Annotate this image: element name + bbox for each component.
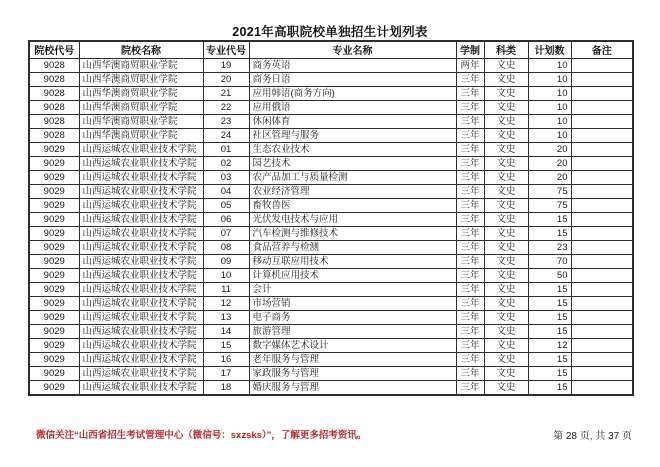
cell-major-name: 汽车检测与维修技术 <box>249 226 456 240</box>
cell-duration: 三年 <box>456 128 484 142</box>
page-indicator: 第 28 页, 共 37 页 <box>553 431 632 442</box>
cell-remark <box>571 380 633 395</box>
table-row <box>29 86 633 100</box>
cell-major-code: 03 <box>203 170 249 184</box>
table-header <box>29 41 633 58</box>
cell-category: 文史 <box>484 184 528 198</box>
cell-remark <box>571 338 633 352</box>
cell-major-code: 19 <box>203 58 249 72</box>
cell-duration: 三年 <box>456 324 484 338</box>
cell-major-code: 08 <box>203 240 249 254</box>
cell-college-name: 山西运城农业职业技术学院 <box>79 268 203 282</box>
table-row <box>29 254 633 268</box>
cell-remark <box>571 268 633 282</box>
cell-category: 文史 <box>484 352 528 366</box>
cell-college-code: 9029 <box>29 366 79 380</box>
cell-plan-count: 15 <box>528 352 571 366</box>
cell-college-code: 9029 <box>29 380 79 395</box>
cell-category: 文史 <box>484 380 528 395</box>
col-header-major-name: 专业名称 <box>249 41 456 58</box>
cell-major-name: 移动互联应用技术 <box>249 254 456 268</box>
cell-plan-count: 15 <box>528 212 571 226</box>
cell-duration: 三年 <box>456 142 484 156</box>
table-row <box>29 310 633 324</box>
cell-plan-count: 10 <box>528 128 571 142</box>
cell-duration: 三年 <box>456 198 484 212</box>
cell-plan-count: 10 <box>528 58 571 72</box>
table-row <box>29 128 633 142</box>
table-row <box>29 170 633 184</box>
cell-duration: 三年 <box>456 352 484 366</box>
cell-category: 文史 <box>484 338 528 352</box>
cell-category: 文史 <box>484 72 528 86</box>
cell-plan-count: 75 <box>528 184 571 198</box>
cell-remark <box>571 310 633 324</box>
cell-duration: 三年 <box>456 310 484 324</box>
cell-category: 文史 <box>484 86 528 100</box>
cell-category: 文史 <box>484 268 528 282</box>
cell-major-name: 老年服务与管理 <box>249 352 456 366</box>
cell-college-code: 9029 <box>29 198 79 212</box>
cell-category: 文史 <box>484 282 528 296</box>
cell-plan-count: 70 <box>528 254 571 268</box>
cell-category: 文史 <box>484 240 528 254</box>
table-row <box>29 240 633 254</box>
table-row <box>29 268 633 282</box>
cell-major-name: 婚庆服务与管理 <box>249 380 456 395</box>
cell-college-name: 山西运城农业职业技术学院 <box>79 380 203 395</box>
cell-major-name: 旅游管理 <box>249 324 456 338</box>
cell-college-name: 山西运城农业职业技术学院 <box>79 352 203 366</box>
cell-major-name: 应用俄语 <box>249 100 456 114</box>
cell-plan-count: 23 <box>528 240 571 254</box>
cell-duration: 三年 <box>456 226 484 240</box>
cell-remark <box>571 100 633 114</box>
cell-category: 文史 <box>484 142 528 156</box>
cell-plan-count: 10 <box>528 114 571 128</box>
cell-major-name: 市场营销 <box>249 296 456 310</box>
cell-category: 文史 <box>484 296 528 310</box>
cell-remark <box>571 240 633 254</box>
cell-category: 文史 <box>484 114 528 128</box>
cell-major-name: 应用韩语(商务方向) <box>249 86 456 100</box>
cell-college-name: 山西运城农业职业技术学院 <box>79 254 203 268</box>
table-row <box>29 184 633 198</box>
col-header-duration: 学制 <box>456 41 484 58</box>
cell-major-code: 17 <box>203 366 249 380</box>
cell-college-code: 9029 <box>29 282 79 296</box>
table-row <box>29 100 633 114</box>
cell-remark <box>571 128 633 142</box>
cell-plan-count: 20 <box>528 142 571 156</box>
cell-remark <box>571 366 633 380</box>
cell-college-name: 山西华澳商贸职业学院 <box>79 72 203 86</box>
cell-major-name: 会计 <box>249 282 456 296</box>
cell-remark <box>571 226 633 240</box>
cell-major-code: 02 <box>203 156 249 170</box>
cell-plan-count: 15 <box>528 296 571 310</box>
table-row <box>29 114 633 128</box>
cell-duration: 三年 <box>456 156 484 170</box>
cell-college-code: 9028 <box>29 128 79 142</box>
enrollment-plan-table <box>28 40 634 396</box>
cell-major-code: 09 <box>203 254 249 268</box>
cell-duration: 三年 <box>456 86 484 100</box>
cell-college-name: 山西运城农业职业技术学院 <box>79 310 203 324</box>
cell-remark <box>571 72 633 86</box>
cell-college-name: 山西华澳商贸职业学院 <box>79 114 203 128</box>
cell-college-code: 9029 <box>29 226 79 240</box>
cell-college-name: 山西运城农业职业技术学院 <box>79 324 203 338</box>
col-header-category: 科类 <box>484 41 528 58</box>
cell-category: 文史 <box>484 170 528 184</box>
cell-plan-count: 10 <box>528 100 571 114</box>
cell-remark <box>571 114 633 128</box>
cell-college-name: 山西华澳商贸职业学院 <box>79 128 203 142</box>
table-row <box>29 198 633 212</box>
cell-college-code: 9029 <box>29 268 79 282</box>
cell-major-name: 农产品加工与质量检测 <box>249 170 456 184</box>
cell-remark <box>571 212 633 226</box>
header-row <box>29 41 633 58</box>
cell-major-code: 14 <box>203 324 249 338</box>
cell-major-code: 01 <box>203 142 249 156</box>
cell-category: 文史 <box>484 198 528 212</box>
cell-college-name: 山西运城农业职业技术学院 <box>79 296 203 310</box>
cell-college-name: 山西华澳商贸职业学院 <box>79 100 203 114</box>
cell-college-name: 山西运城农业职业技术学院 <box>79 212 203 226</box>
cell-major-name: 数字媒体艺术设计 <box>249 338 456 352</box>
cell-college-code: 9028 <box>29 114 79 128</box>
table-row <box>29 352 633 366</box>
wechat-notice: 微信关注“山西省招生考试管理中心（微信号：sxzsks）”，了解更多招考资讯。 <box>36 430 367 441</box>
table-row <box>29 72 633 86</box>
cell-category: 文史 <box>484 156 528 170</box>
cell-major-name: 计算机应用技术 <box>249 268 456 282</box>
cell-duration: 三年 <box>456 100 484 114</box>
cell-duration: 三年 <box>456 338 484 352</box>
cell-major-name: 家政服务与管理 <box>249 366 456 380</box>
cell-category: 文史 <box>484 226 528 240</box>
page-title: 2021年高职院校单独招生计划列表 <box>232 25 428 39</box>
cell-remark <box>571 324 633 338</box>
cell-college-code: 9028 <box>29 86 79 100</box>
cell-duration: 三年 <box>456 296 484 310</box>
cell-college-code: 9029 <box>29 156 79 170</box>
cell-duration: 三年 <box>456 268 484 282</box>
cell-category: 文史 <box>484 366 528 380</box>
cell-remark <box>571 254 633 268</box>
cell-major-name: 畜牧兽医 <box>249 198 456 212</box>
table-row <box>29 324 633 338</box>
cell-college-code: 9029 <box>29 352 79 366</box>
cell-plan-count: 15 <box>528 366 571 380</box>
cell-category: 文史 <box>484 128 528 142</box>
cell-duration: 三年 <box>456 114 484 128</box>
cell-plan-count: 15 <box>528 324 571 338</box>
cell-college-code: 9029 <box>29 254 79 268</box>
cell-plan-count: 20 <box>528 156 571 170</box>
table-body <box>29 58 633 395</box>
table-row <box>29 156 633 170</box>
cell-duration: 三年 <box>456 282 484 296</box>
cell-remark <box>571 352 633 366</box>
cell-major-code: 18 <box>203 380 249 395</box>
cell-major-code: 04 <box>203 184 249 198</box>
cell-college-code: 9028 <box>29 72 79 86</box>
col-header-remark: 备注 <box>571 41 633 58</box>
cell-college-name: 山西运城农业职业技术学院 <box>79 184 203 198</box>
cell-duration: 三年 <box>456 380 484 395</box>
cell-duration: 三年 <box>456 212 484 226</box>
table-row <box>29 282 633 296</box>
cell-plan-count: 15 <box>528 310 571 324</box>
cell-college-name: 山西运城农业职业技术学院 <box>79 142 203 156</box>
cell-category: 文史 <box>484 254 528 268</box>
col-header-college-name: 院校名称 <box>79 41 203 58</box>
cell-plan-count: 12 <box>528 338 571 352</box>
table-row <box>29 296 633 310</box>
cell-major-code: 24 <box>203 128 249 142</box>
cell-college-code: 9029 <box>29 310 79 324</box>
cell-duration: 三年 <box>456 184 484 198</box>
cell-duration: 三年 <box>456 254 484 268</box>
cell-college-name: 山西运城农业职业技术学院 <box>79 338 203 352</box>
cell-plan-count: 10 <box>528 72 571 86</box>
cell-category: 文史 <box>484 100 528 114</box>
cell-plan-count: 10 <box>528 86 571 100</box>
cell-major-code: 23 <box>203 114 249 128</box>
cell-major-name: 生态农业技术 <box>249 142 456 156</box>
cell-major-code: 22 <box>203 100 249 114</box>
cell-college-code: 9029 <box>29 184 79 198</box>
cell-remark <box>571 198 633 212</box>
cell-college-name: 山西运城农业职业技术学院 <box>79 226 203 240</box>
cell-major-code: 10 <box>203 268 249 282</box>
cell-major-code: 13 <box>203 310 249 324</box>
cell-major-name: 休闲体育 <box>249 114 456 128</box>
cell-plan-count: 50 <box>528 268 571 282</box>
cell-plan-count: 75 <box>528 198 571 212</box>
cell-duration: 三年 <box>456 72 484 86</box>
cell-college-code: 9029 <box>29 212 79 226</box>
cell-college-name: 山西运城农业职业技术学院 <box>79 240 203 254</box>
cell-college-name: 山西运城农业职业技术学院 <box>79 366 203 380</box>
cell-remark <box>571 282 633 296</box>
cell-college-code: 9029 <box>29 324 79 338</box>
cell-major-code: 15 <box>203 338 249 352</box>
cell-college-code: 9029 <box>29 296 79 310</box>
cell-major-name: 农业经济管理 <box>249 184 456 198</box>
col-header-plan-count: 计划数 <box>528 41 571 58</box>
cell-major-name: 电子商务 <box>249 310 456 324</box>
cell-major-name: 光伏发电技术与应用 <box>249 212 456 226</box>
cell-remark <box>571 170 633 184</box>
cell-major-code: 06 <box>203 212 249 226</box>
cell-major-name: 商务日语 <box>249 72 456 86</box>
cell-college-code: 9029 <box>29 142 79 156</box>
cell-remark <box>571 156 633 170</box>
table-row <box>29 366 633 380</box>
col-header-college-code: 院校代号 <box>29 41 79 58</box>
cell-remark <box>571 184 633 198</box>
cell-category: 文史 <box>484 310 528 324</box>
cell-college-code: 9029 <box>29 170 79 184</box>
cell-plan-count: 15 <box>528 226 571 240</box>
cell-college-code: 9028 <box>29 58 79 72</box>
cell-college-name: 山西华澳商贸职业学院 <box>79 58 203 72</box>
cell-category: 文史 <box>484 212 528 226</box>
cell-college-name: 山西运城农业职业技术学院 <box>79 282 203 296</box>
cell-major-name: 商务英语 <box>249 58 456 72</box>
cell-major-name: 社区管理与服务 <box>249 128 456 142</box>
cell-duration: 三年 <box>456 240 484 254</box>
cell-remark <box>571 142 633 156</box>
cell-major-code: 11 <box>203 282 249 296</box>
cell-major-code: 05 <box>203 198 249 212</box>
cell-duration: 三年 <box>456 366 484 380</box>
table-row <box>29 212 633 226</box>
cell-major-code: 16 <box>203 352 249 366</box>
cell-major-code: 21 <box>203 86 249 100</box>
cell-plan-count: 15 <box>528 380 571 395</box>
cell-college-name: 山西运城农业职业技术学院 <box>79 170 203 184</box>
cell-college-name: 山西运城农业职业技术学院 <box>79 198 203 212</box>
table-row <box>29 142 633 156</box>
cell-remark <box>571 296 633 310</box>
cell-plan-count: 20 <box>528 170 571 184</box>
cell-major-name: 园艺技术 <box>249 156 456 170</box>
cell-major-code: 20 <box>203 72 249 86</box>
cell-college-name: 山西华澳商贸职业学院 <box>79 86 203 100</box>
cell-category: 文史 <box>484 324 528 338</box>
col-header-major-code: 专业代号 <box>203 41 249 58</box>
cell-remark <box>571 86 633 100</box>
cell-college-code: 9029 <box>29 338 79 352</box>
table-row <box>29 226 633 240</box>
cell-major-code: 07 <box>203 226 249 240</box>
page-footer <box>28 427 632 442</box>
cell-duration: 两年 <box>456 58 484 72</box>
cell-plan-count: 15 <box>528 282 571 296</box>
cell-remark <box>571 58 633 72</box>
table-row <box>29 58 633 72</box>
cell-college-name: 山西运城农业职业技术学院 <box>79 156 203 170</box>
cell-category: 文史 <box>484 58 528 72</box>
table-row <box>29 338 633 352</box>
cell-college-code: 9028 <box>29 100 79 114</box>
cell-college-code: 9029 <box>29 240 79 254</box>
cell-major-code: 12 <box>203 296 249 310</box>
cell-major-name: 食品营养与检测 <box>249 240 456 254</box>
table-row <box>29 380 633 395</box>
cell-duration: 三年 <box>456 170 484 184</box>
